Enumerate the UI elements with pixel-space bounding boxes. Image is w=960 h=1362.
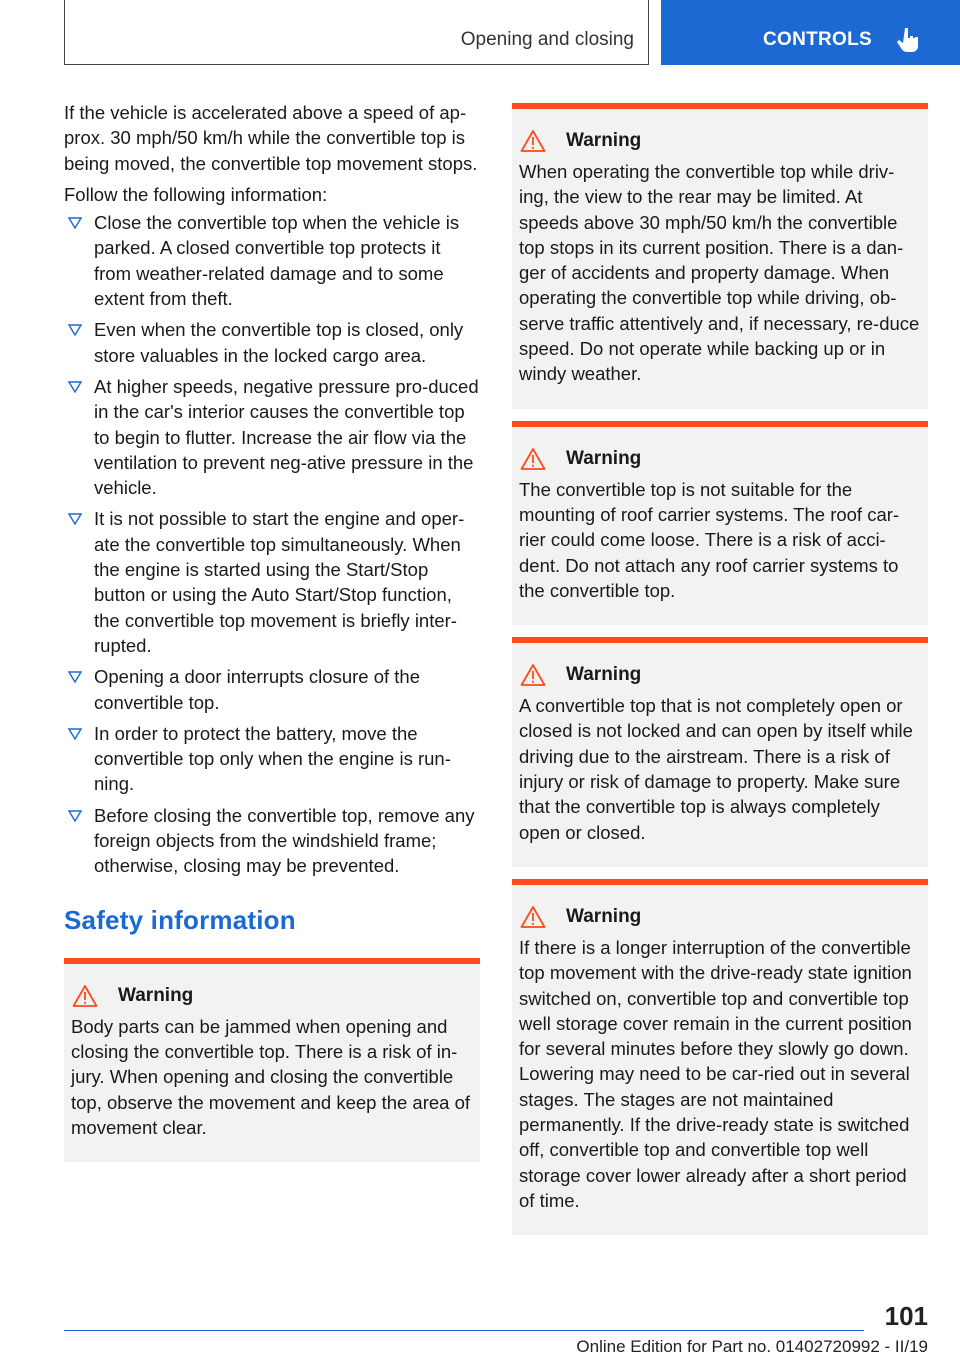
info-list [64, 210, 480, 878]
list-item [64, 210, 480, 311]
warning-box [512, 879, 928, 1235]
warning-header [519, 903, 920, 931]
warning-triangle-icon [520, 447, 546, 471]
list-item-text: Before closing the convertible top, remove any foreign objects from the windshield frame; otherwise, closing may be prevented. [94, 804, 475, 877]
warning-text: If there is a longer interruption of the convertible top movement with the drive-ready state ignition switched on, convertible top and convertible top well storage cover remain in the current position for several minutes before they slowly go down. Lowering may need to be car‐ried out in several stages. The stages are not maintained permanently. If the drive-ready state is switched off, convertible top and convertible top well storage cover lower already after a short period of time. [519, 936, 912, 1211]
warning-triangle-icon [72, 984, 98, 1008]
header-section-title: Opening and closing [460, 29, 634, 50]
header-section-box [64, 0, 649, 65]
list-item-text: Close the convertible top when the vehicle is parked. A closed convertible top protects it from weather-related damage and to some extent from theft. [94, 212, 460, 310]
warning-title: Warning [566, 130, 642, 151]
footer-edition: Online Edition for Part no. 01402720992 - II/19 [576, 1337, 928, 1356]
warning-title: Warning [118, 984, 194, 1006]
warning-header [71, 982, 472, 1010]
list-item [64, 721, 480, 797]
warning-triangle-icon [520, 663, 546, 687]
intro-paragraph: If the vehicle is accelerated above a speed of ap‐prox. 30 mph/50 km/h while the convertible top is being moved, the convertible top movement stops. [64, 102, 478, 174]
list-item [64, 664, 480, 715]
warning-title: Warning [566, 447, 642, 469]
list-item-text: Opening a door interrupts closure of the convertible top. [94, 666, 420, 713]
footer-divider [64, 1330, 864, 1331]
warning-box [512, 637, 928, 867]
warning-text: Body parts can be jammed when opening and closing the convertible top. There is a risk of in‐jury. When opening and closing the convertible top, observe the movement and keep the area of movement clear. [71, 1015, 471, 1138]
triangle-bullet-icon [68, 374, 82, 399]
triangle-bullet-icon [68, 317, 82, 342]
list-item-text: It is not possible to start the engine and oper‐ate the convertible top simultaneously. When the engine is started using the Start/Stop button or using the Auto Start/Stop function, the convertible top movement is briefly inter‐rupted. [94, 508, 465, 656]
page-number: 101 [884, 1301, 928, 1331]
triangle-bullet-icon [68, 721, 82, 746]
list-item [64, 506, 480, 658]
warning-box [512, 103, 928, 409]
warning-text: The convertible top is not suitable for the mounting of roof carrier systems. The roof car‐rier could come loose. There is a risk of acci‐dent. Do not attach any roof carrier systems to the convertible top. [519, 478, 900, 601]
list-item-text: In order to protect the battery, move the convertible top only when the engine is run‐ning. [94, 722, 451, 795]
warning-header [519, 127, 920, 155]
header-chapter-title: CONTROLS [763, 29, 873, 50]
list-item-text: At higher speeds, negative pressure pro‐duced in the car's interior causes the convertible top to begin to flutter. Increase the air flow via the ventilation to prevent neg‐ative pressure in the vehicle. [94, 375, 479, 499]
warning-header [519, 445, 920, 473]
warning-title: Warning [566, 905, 642, 927]
header-chapter-tab [661, 0, 960, 65]
list-item-text: Even when the convertible top is closed, only store valuables in the locked cargo area. [94, 319, 464, 366]
warning-triangle-icon [520, 905, 546, 929]
warning-text: When operating the convertible top while driv‐ing, the view to the rear may be limited. At speeds above 30 mph/50 km/h the convertible top stops in its current position. There is a dan‐ger of accidents and property damage. When operating the convertible top while driving, ob‐serve traffic attentively and, if necessary, re‐duce speed. Do not operate while backing up or in windy weather. [519, 161, 920, 385]
pointing-hand-icon [896, 27, 920, 53]
warning-box [512, 421, 928, 625]
right-column [512, 103, 928, 1235]
section-title: Safety information [64, 904, 296, 935]
list-item [64, 317, 480, 368]
triangle-bullet-icon [68, 803, 82, 828]
triangle-bullet-icon [68, 664, 82, 689]
warning-triangle-icon [520, 129, 546, 153]
triangle-bullet-icon [68, 506, 82, 531]
triangle-bullet-icon [68, 210, 82, 235]
list-item [64, 374, 480, 500]
warning-title: Warning [566, 664, 642, 686]
warning-header [519, 661, 920, 689]
warning-text: A convertible top that is not completely open or closed is not locked and can open by itself while driving due to the airstream. There is a risk of injury or risk of damage to property. Make sure that the convertible top is always completely open or closed. [519, 695, 913, 843]
left-column [64, 100, 480, 1162]
follow-paragraph: Follow the following information: [64, 183, 328, 205]
list-item [64, 803, 480, 879]
warning-box [64, 958, 480, 1162]
